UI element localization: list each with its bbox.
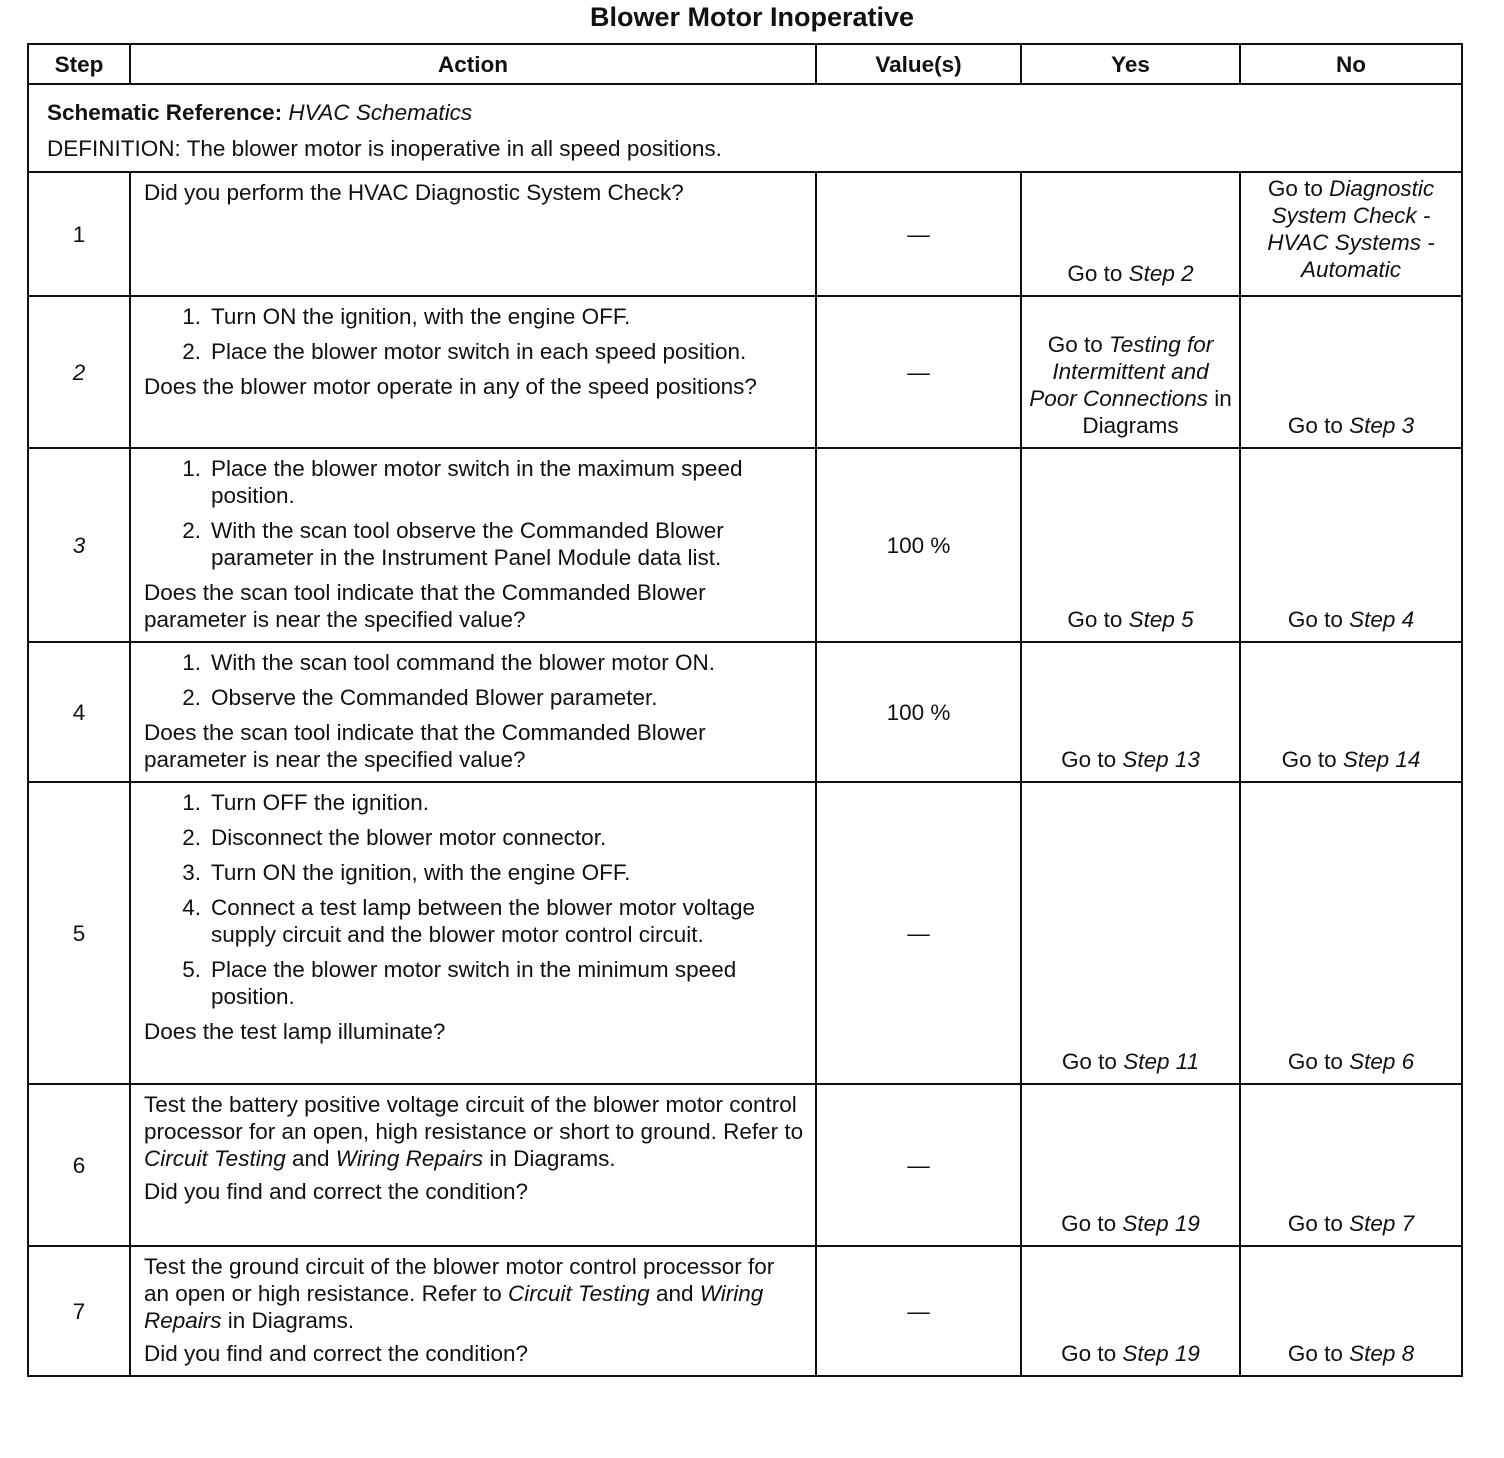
- no-cell: Go to Step 3: [1240, 296, 1462, 448]
- value-cell: —: [816, 782, 1021, 1084]
- no-cell: Go to Step 4: [1240, 448, 1462, 642]
- schematic-row: [28, 84, 1462, 172]
- question-text: Does the blower motor operate in any of the speed positions?: [144, 374, 757, 399]
- no-link[interactable]: Step 7: [1349, 1211, 1415, 1236]
- value-cell: —: [816, 1246, 1021, 1376]
- no-cell: Go to Diagnostic System Check - HVAC Systems - Automatic: [1240, 172, 1462, 296]
- schematic-cell: [28, 84, 1462, 172]
- no-link[interactable]: Step 8: [1349, 1341, 1415, 1366]
- table-row: [28, 296, 1462, 448]
- table-row: [28, 1084, 1462, 1246]
- table-row: [28, 782, 1462, 1084]
- list-item: 2. Observe the Commanded Blower parameter.: [182, 685, 658, 710]
- value-cell: —: [816, 1084, 1021, 1246]
- no-link[interactable]: Step 3: [1349, 413, 1415, 438]
- list-item: 3. Turn ON the ignition, with the engine OFF.: [182, 860, 631, 885]
- step-number: 5: [28, 782, 130, 1084]
- yes-cell: Go to Step 19: [1021, 1084, 1240, 1246]
- table-row: [28, 1246, 1462, 1376]
- no-link[interactable]: Step 14: [1342, 747, 1421, 772]
- step-number: 2: [28, 296, 130, 448]
- yes-link[interactable]: Step 13: [1122, 747, 1200, 772]
- yes-link[interactable]: Step 19: [1122, 1341, 1200, 1366]
- action-cell: [130, 296, 816, 448]
- action-cell: [130, 1084, 816, 1246]
- step-number: 7: [28, 1246, 130, 1376]
- question-text: Does the scan tool indicate that the Commanded Blower parameter is near the specified value?: [144, 720, 706, 772]
- question-text: Does the scan tool indicate that the Commanded Blower parameter is near the specified value?: [144, 580, 706, 632]
- circuit-testing-link[interactable]: Circuit Testing: [507, 1281, 650, 1306]
- schematic-label: Schematic Reference:: [47, 100, 283, 125]
- header-yes: Yes: [1021, 44, 1240, 84]
- page-title: Blower Motor Inoperative: [589, 2, 915, 32]
- yes-cell: Go to Step 5: [1021, 448, 1240, 642]
- no-cell: Go to Step 7: [1240, 1084, 1462, 1246]
- list-item: 5. Place the blower motor switch in the minimum speed position.: [182, 957, 737, 1009]
- no-cell: Go to Step 6: [1240, 782, 1462, 1084]
- action-cell: [130, 642, 816, 782]
- question-text: Did you find and correct the condition?: [144, 1179, 528, 1204]
- no-link[interactable]: Diagnostic System Check - HVAC Systems - Automatic: [1267, 176, 1435, 282]
- value-cell: 100 %: [816, 448, 1021, 642]
- no-link[interactable]: Step 6: [1349, 1049, 1415, 1074]
- header-step: Step: [28, 44, 130, 84]
- header-no: No: [1240, 44, 1462, 84]
- schematic-link[interactable]: HVAC Schematics: [288, 100, 473, 125]
- step-number: 6: [28, 1084, 130, 1246]
- yes-link[interactable]: Step 11: [1123, 1049, 1200, 1074]
- list-item: 2. Disconnect the blower motor connector.: [182, 825, 607, 850]
- list-item: 1. Turn OFF the ignition.: [182, 790, 430, 815]
- definition-text: DEFINITION: The blower motor is inoperative in all speed positions.: [47, 136, 722, 161]
- yes-cell: Go to Step 19: [1021, 1246, 1240, 1376]
- action-cell: [130, 1246, 816, 1376]
- value-cell: —: [816, 296, 1021, 448]
- wiring-repairs-link[interactable]: Wiring Repairs: [335, 1146, 484, 1171]
- list-item: 1. Turn ON the ignition, with the engine OFF.: [182, 304, 631, 329]
- action-text: Test the battery positive voltage circuit of the blower motor control processor for an open, high resistance or short to ground. Refer to Circuit Testing and Wiring Repairs in Diagrams.: [144, 1092, 804, 1171]
- action-cell: [130, 448, 816, 642]
- value-cell: —: [816, 172, 1021, 296]
- value-cell: 100 %: [816, 642, 1021, 782]
- yes-cell: Go to Step 13: [1021, 642, 1240, 782]
- list-item: 2. With the scan tool observe the Commanded Blower parameter in the Instrument Panel Module data list.: [182, 518, 724, 570]
- table-row: [28, 172, 1462, 296]
- action-cell: [130, 782, 816, 1084]
- list-item: 1. Place the blower motor switch in the maximum speed position.: [182, 456, 743, 508]
- yes-cell: Go to Step 11: [1021, 782, 1240, 1084]
- list-item: 4. Connect a test lamp between the blower motor voltage supply circuit and the blower motor control circuit.: [182, 895, 756, 947]
- diagnostic-table: [27, 43, 1463, 1377]
- table-row: [28, 448, 1462, 642]
- question-text: Did you find and correct the condition?: [144, 1341, 528, 1366]
- no-link[interactable]: Step 4: [1349, 607, 1415, 632]
- step-number: 1: [28, 172, 130, 296]
- circuit-testing-link[interactable]: Circuit Testing: [144, 1146, 286, 1171]
- action-text: Test the ground circuit of the blower motor control processor for an open or high resistance. Refer to Circuit Testing and Wiring Repairs in Diagrams.: [144, 1254, 775, 1333]
- header-action: Action: [130, 44, 816, 84]
- yes-link[interactable]: Testing for Intermittent and Poor Connections: [1029, 332, 1214, 411]
- question-text: Does the test lamp illuminate?: [144, 1019, 446, 1044]
- yes-cell: Go to Testing for Intermittent and Poor Connections in Diagrams: [1021, 296, 1240, 448]
- yes-cell: Go to Step 2: [1021, 172, 1240, 296]
- yes-link[interactable]: Step 2: [1128, 261, 1194, 286]
- step-number: 3: [28, 448, 130, 642]
- step-number: 4: [28, 642, 130, 782]
- wiring-repairs-link[interactable]: Wiring Repairs: [144, 1281, 764, 1333]
- table-row: [28, 642, 1462, 782]
- header-row: [28, 44, 1462, 84]
- yes-link[interactable]: Step 19: [1122, 1211, 1200, 1236]
- action-text: Did you perform the HVAC Diagnostic System Check?: [144, 180, 684, 205]
- no-cell: Go to Step 14: [1240, 642, 1462, 782]
- list-item: 2. Place the blower motor switch in each speed position.: [182, 339, 747, 364]
- yes-link[interactable]: Step 5: [1128, 607, 1194, 632]
- no-cell: Go to Step 8: [1240, 1246, 1462, 1376]
- list-item: 1. With the scan tool command the blower motor ON.: [182, 650, 715, 675]
- action-cell: [130, 172, 816, 296]
- header-values: Value(s): [816, 44, 1021, 84]
